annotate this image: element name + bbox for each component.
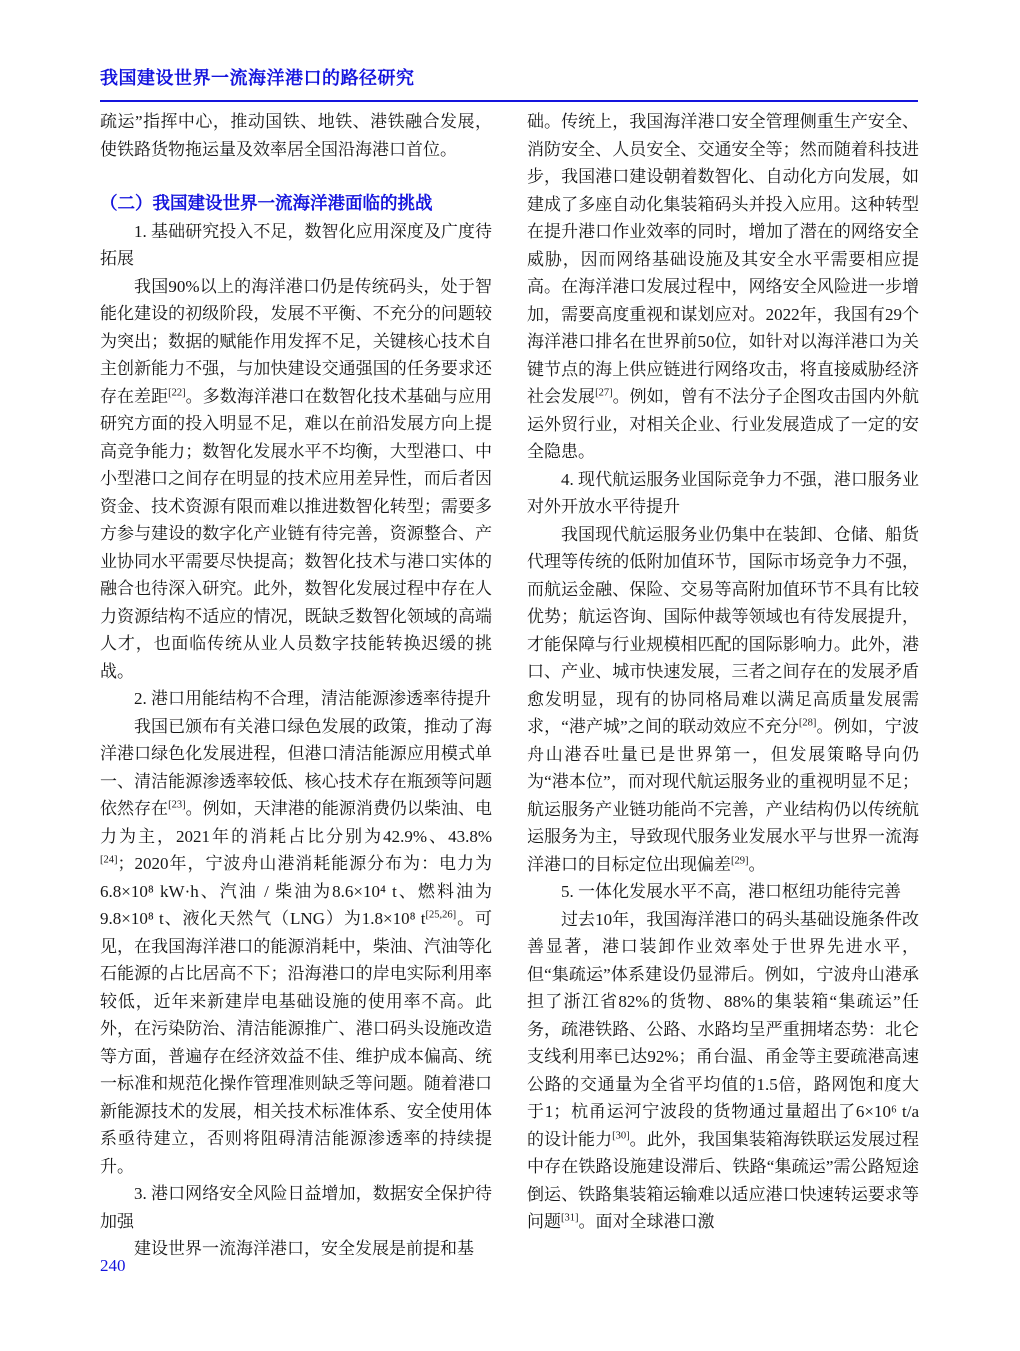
page-number: 240 <box>100 1256 126 1275</box>
running-head <box>100 64 918 102</box>
right-column <box>527 108 919 1236</box>
paragraph: 4. 现代航运服务业国际竞争力不强，港口服务业对外开放水平待提升 <box>527 469 919 516</box>
paragraph: 过去10年，我国海洋港口的码头基础设施条件改善显著，港口装卸作业效率处于世界先进水平，但“集疏运”体系建设仍显滞后。例如，宁波舟山港承担了浙江省82%的货物、88%的集装箱“集疏运”任务，疏港铁路、公路、水路均呈严重拥堵态势：北仑支线利用率已达92%；甬台温、甬金等主要疏港高速公路的交通量为全省平均值的1.5倍，路网饱和度大于1；杭甬运河宁波段的货物通过量超出了6×10⁶ t/a的设计能力[30]。此外，我国集装箱海铁联运发展过程中存在铁路设施建设滞后、铁路“集疏运”需公路短途倒运、铁路集装箱运输难以适应港口快速转运要求等问题[31]。面对全球港口激 <box>527 909 920 1231</box>
paragraph: 疏运”指挥中心，推动国铁、地铁、港铁融合发展，使铁路货物拖运量及效率居全国沿海港口首位。 <box>100 112 492 159</box>
citation-marker: [31] <box>561 1212 579 1224</box>
running-head-title: 我国建设世界一流海洋港口的路径研究 <box>100 68 415 88</box>
paragraph: 2. 港口用能结构不合理，清洁能源渗透率待提升 <box>134 689 491 708</box>
citation-marker: [25,26] <box>425 909 457 921</box>
paragraph: 5. 一体化发展水平不高，港口枢纽功能待完善 <box>561 882 901 901</box>
citation-marker: [24] <box>100 854 118 866</box>
citation-marker: [22] <box>168 386 186 398</box>
paragraph: 我国90%以上的海洋港口仍是传统码头，处于智能化建设的初级阶段，发展不平衡、不充分的问题较为突出；数据的赋能作用发挥不足，关键核心技术自主创新能力不强，与加快建设交通强国的任务要求还存在差距[22]。多数海洋港口在数智化技术基础与应用研究方面的投入明显不足，难以在前沿发展方向上提高竞争能力；数智化发展水平不均衡，大型港口、中小型港口之间存在明显的技术应用差异性，而后者因资金、技术资源有限而难以推进数智化转型；需要多方参与建设的数字化产业链有待完善，资源整合、产业协同水平需要尽快提高；数智化技术与港口实体的融合也待深入研究。此外，数智化发展过程中存在人力资源结构不适应的情况，既缺乏数智化领域的高端人才，也面临传统从业人员数字技能转换迟缓的挑战。 <box>100 276 493 681</box>
citation-marker: [27] <box>595 387 613 399</box>
paragraph: 3. 港口网络安全风险日益增加，数据安全保护待加强 <box>100 1184 492 1231</box>
left-column <box>100 108 492 1263</box>
citation-marker: [29] <box>731 854 749 866</box>
section-heading: （二）我国建设世界一流海洋港面临的挑战 <box>100 193 433 213</box>
citation-marker: [30] <box>612 1129 630 1141</box>
citation-marker: [23] <box>168 799 186 811</box>
paragraph: 础。传统上，我国海洋港口安全管理侧重生产安全、消防安全、人员安全、交通安全等；然而随着科技进步，我国港口建设朝着数智化、自动化方向发展，如建成了多座自动化集装箱码头并投入应用。这种转型在提升港口作业效率的同时，增加了潜在的网络安全威胁，因而网络基础设施及其安全水平需要相应提高。在海洋港口发展过程中，网络安全风险进一步增加，需要高度重视和谋划应对。2022年，我国有29个海洋港口排名在世界前50位，如针对以海洋港口为关键节点的海上供应链进行网络攻击，将直接威胁经济社会发展[27]。例如，曾有不法分子企图攻击国内外航运外贸行业，对相关企业、行业发展造成了一定的安全隐患。 <box>527 112 920 461</box>
citation-marker: [28] <box>798 717 817 729</box>
paragraph: 建设世界一流海洋港口，安全发展是前提和基 <box>134 1239 474 1258</box>
paragraph: 我国现代航运服务业仍集中在装卸、仓储、船货代理等传统的低附加值环节，国际市场竞争力不强，而航运金融、保险、交易等高附加值环节不具有比较优势；航运咨询、国际仲裁等领域也有待发展提升，才能保障与行业规模相匹配的国际影响力。此外，港口、产业、城市快速发展，三者之间存在的发展矛盾愈发明显，现有的协同格局难以满足高质量发展需求，“港产城”之间的联动效应不充分[28]。例如，宁波舟山港吞吐量已是世界第一，但发展策略导向仍为“港本位”，而对现代航运服务业的重视明显不足；航运服务产业链功能尚不完善，产业结构仍以传统航运服务为主，导致现代服务业发展水平与世界一流海洋港口的目标定位出现偏差[29]。 <box>527 524 920 874</box>
paragraph: 我国已颁布有关港口绿色发展的政策，推动了海洋港口绿色化发展进程，但港口清洁能源应用模式单一、清洁能源渗透率较低、核心技术存在瓶颈等问题依然存在[23]。例如，天津港的能源消费仍以柴油、电力为主，2021年的消耗占比分别为42.9%、43.8%[24]；2020年，宁波舟山港消耗能源分布为：电力为6.8×10⁸ kW·h、汽油 / 柴油为8.6×10⁴ t、燃料油为9.8×10⁸ t、液化天然气（LNG）为1.8×10⁸ t[25,26]。可见，在我国海洋港口的能源消耗中，柴油、汽油等化石能源的占比居高不下；沿海港口的岸电实际利用率较低，近年来新建岸电基础设施的使用率不高。此外，在污染防治、清洁能源推广、港口码头设施改造等方面，普遍存在经济效益不佳、维护成本偏高、统一标准和规范化操作管理准则缺乏等问题。随着港口新能源技术的发展，相关技术标准体系、安全使用体系亟待建立，否则将阻碍清洁能源渗透率的持续提升。 <box>100 716 493 1176</box>
paragraph: 1. 基础研究投入不足，数智化应用深度及广度待拓展 <box>100 221 492 268</box>
